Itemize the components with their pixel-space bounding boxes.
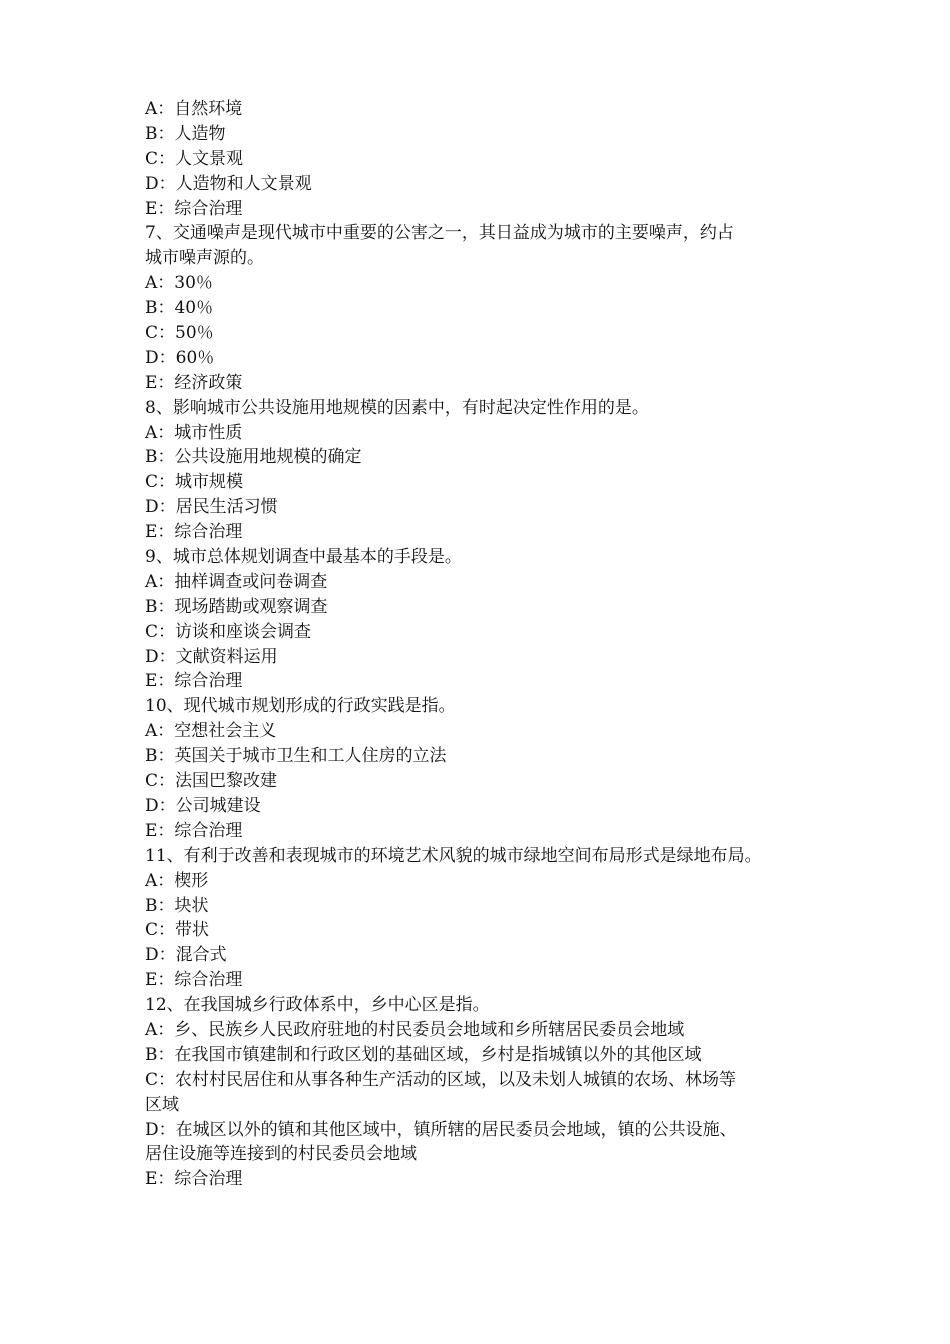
option-line: A：抽样调查或问卷调查 [145,571,328,592]
option-line: B：在我国市镇建制和行政区划的基础区域，乡村是指城镇以外的其他区域 [145,1044,702,1065]
option-line: B：块状 [145,895,209,916]
option-line: E：综合治理 [145,970,243,991]
option-line: B：现场踏勘或观察调查 [145,596,328,617]
option-line: E：综合治理 [145,820,243,841]
option-line: C：人文景观 [145,148,244,169]
option-line: C：访谈和座谈会调查 [145,621,312,642]
option-line: E：综合治理 [145,522,243,543]
option-line: A：乡、民族乡人民政府驻地的村民委员会地域和乡所辖居民委员会地域 [145,1019,685,1040]
option-line: B：人造物 [145,123,226,144]
option-line: C：50％ [145,323,214,344]
option-line: D：在城区以外的镇和其他区域中，镇所辖的居民委员会地域，镇的公共设施、 [145,1119,737,1140]
option-line: E：经济政策 [145,372,243,393]
option-line: 居住设施等连接到的村民委员会地域 [145,1144,417,1165]
question-line: 7、交通噪声是现代城市中重要的公害之一，其日益成为城市的主要噪声，约占 [145,223,734,244]
option-line: C：法国巴黎改建 [145,771,278,792]
option-line: D：公司城建设 [145,795,261,816]
option-line: A：自然环境 [145,99,243,119]
question-text-block [145,97,825,1192]
option-line: A：城市性质 [145,422,243,443]
option-line: A：空想社会主义 [145,721,277,742]
option-line: E：综合治理 [145,198,243,219]
question-line: 9、城市总体规划调查中最基本的手段是。 [145,547,462,568]
question-line: 11、有利于改善和表现城市的环境艺术风貌的城市绿地空间布局形式是绿地布局。 [145,845,762,866]
question-line: 8、影响城市公共设施用地规模的因素中，有时起决定性作用的是。 [145,397,649,418]
option-line: D：60％ [145,347,215,368]
option-line: C：城市规模 [145,472,244,493]
option-line: D：文献资料运用 [145,646,278,667]
option-line: D：混合式 [145,945,227,966]
question-line: 城市噪声源的。 [145,248,264,269]
option-line: C：农村村民居住和从事各种生产活动的区域，以及未划人城镇的农场、林场等 [145,1069,737,1090]
option-line: C：带状 [145,920,210,941]
option-line: 区域 [145,1094,179,1115]
option-line: B：英国关于城市卫生和工人住房的立法 [145,746,447,767]
option-line: A：楔形 [145,870,209,891]
option-line: B：公共设施用地规模的确定 [145,447,362,468]
option-line: E：综合治理 [145,671,243,692]
option-line: E：综合治理 [145,1169,243,1190]
question-line: 12、在我国城乡行政体系中，乡中心区是指。 [145,995,490,1016]
question-line: 10、现代城市规划形成的行政实践是指。 [145,696,456,717]
option-line: D：人造物和人文景观 [145,173,312,194]
option-line: B：40％ [145,298,214,319]
option-line: A：30％ [145,273,213,294]
option-line: D：居民生活习惯 [145,497,278,518]
